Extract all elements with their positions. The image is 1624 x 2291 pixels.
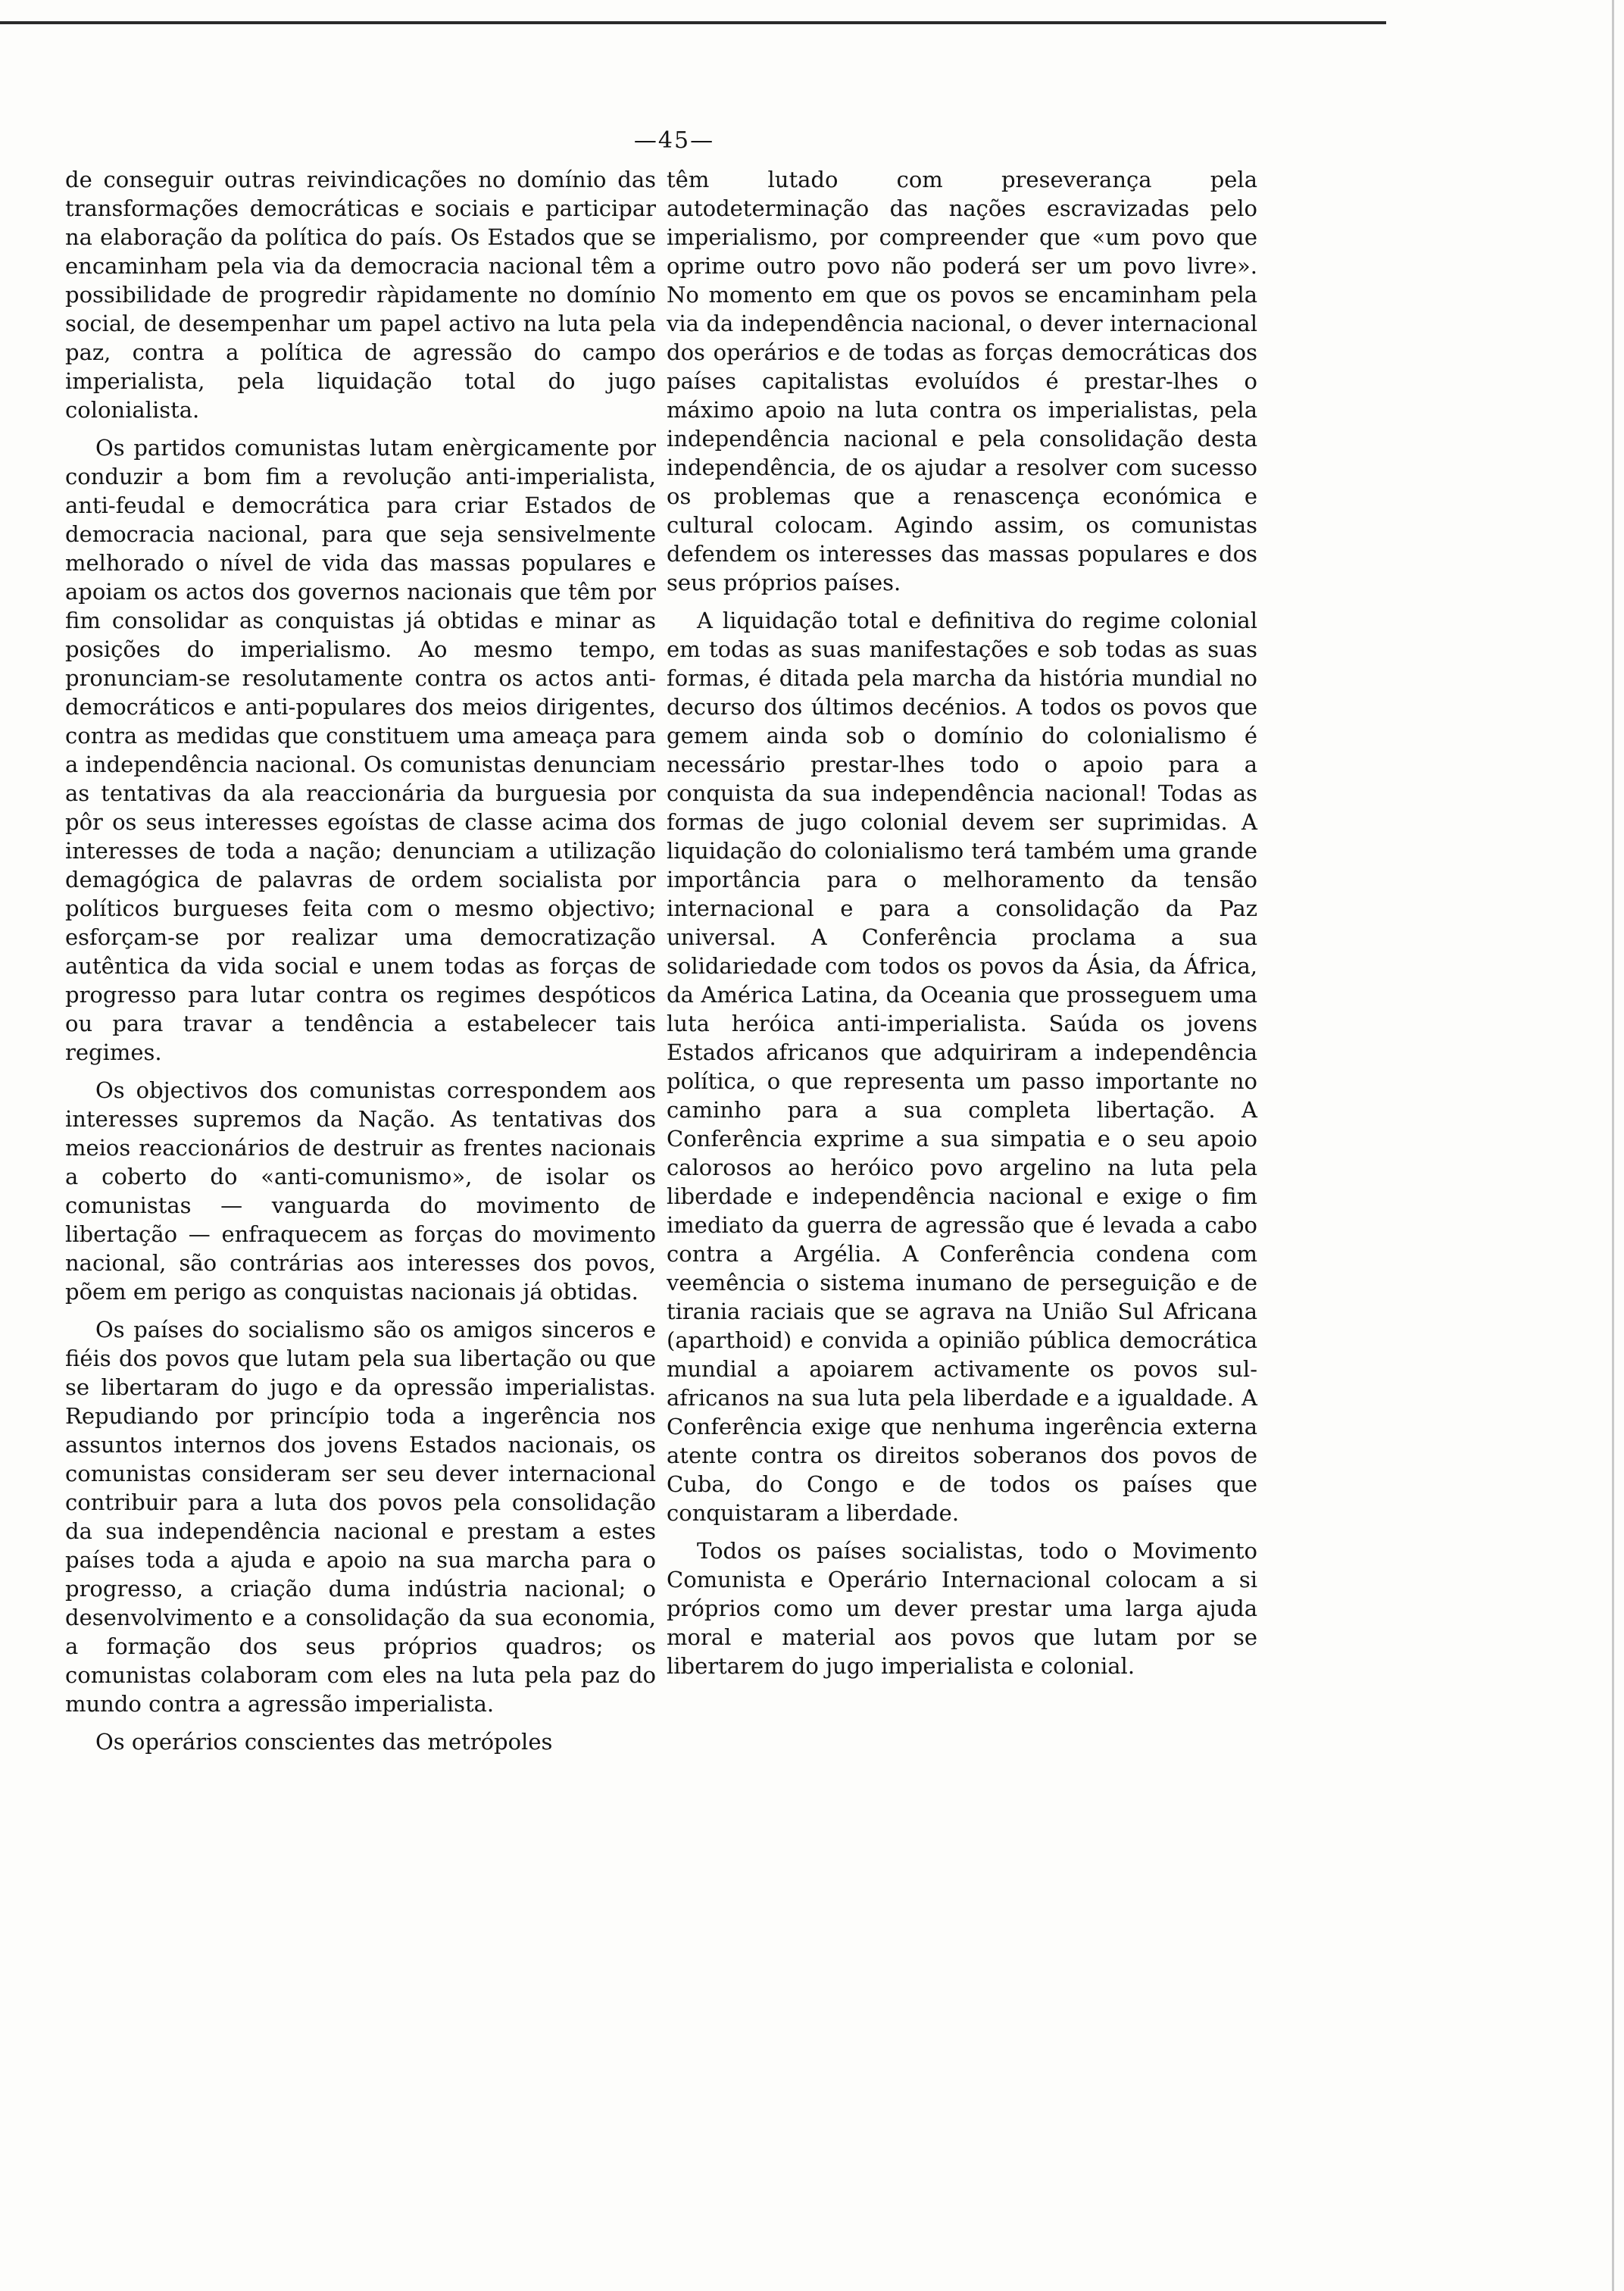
page-number: —45— <box>633 127 715 154</box>
paragraph: Todos os países socialistas, todo o Movimento Comunista e Operário Internacional colocam a si próprios como um dever prestar uma larga ajuda moral e material aos povos que lutam por se libertarem do jugo imperialista e colonial. <box>667 1538 1257 1679</box>
right-column <box>667 165 1257 1689</box>
right-edge-shadow <box>1612 0 1614 2291</box>
paragraph: Os partidos comunistas lutam enèrgicamente por conduzir a bom fim a revolução anti-imperialista, anti-feudal e democrática para criar Estados de democracia nacional, para que seja sensivelmente melhorado o nível de vida das massas populares e apoiam os actos dos governos nacionais que têm por fim consolidar as conquistas já obtidas e minar as posições do imperialismo. Ao mesmo tempo, pronunciam-se resolutamente contra os actos anti-democráticos e anti-populares dos meios dirigentes, contra as medidas que constituem uma ameaça para a independência nacional. Os comunistas denunciam as tentativas da ala reaccionária da burguesia por pôr os seus interesses egoístas de classe acima dos interesses de toda a nação; denunciam a utilização demagógica de palavras de ordem socialista por políticos burgueses feita com o mesmo objectivo; esforçam-se por realizar uma democratização autêntica da vida social e unem todas as forças de progresso para lutar contra os regimes despóticos ou para travar a tendência a estabelecer tais regimes. <box>65 435 656 1065</box>
paragraph: têm lutado com preseverança pela autodeterminação das nações escravizadas pelo imperialismo, por compreender que «um povo que oprime outro povo não poderá ser um povo livre». No momento em que os povos se encaminham pela via da independência nacional, o dever internacional dos operários e de todas as forças democráticas dos países capitalistas evoluídos é prestar-lhes o máximo apoio na luta contra os imperialistas, pela independência nacional e pela consolidação desta independência, de os ajudar a resolver com sucesso os problemas que a renascença económica e cultural colocam. Agindo assim, os comunistas defendem os interesses das massas populares e dos seus próprios países. <box>667 167 1257 595</box>
paragraph: A liquidação total e definitiva do regime colonial em todas as suas manifestações e sob todas as suas formas, é ditada pela marcha da história mundial no decurso dos últimos decénios. A todos os povos que gemem ainda sob o domínio do colonialismo é necessário prestar-lhes todo o apoio para a conquista da sua independência nacional! Todas as formas de jugo colonial devem ser suprimidas. A liquidação do colonialismo terá também uma grande importância para o melhoramento da tensão internacional e para a consolidação da Paz universal. A Conferência proclama a sua solidariedade com todos os povos da Ásia, da África, da América Latina, da Oceania que prosseguem uma luta heróica anti-imperialista. Saúda os jovens Estados africanos que adquiriram a independência política, o que representa um passo importante no caminho para a sua completa libertação. A Conferência exprime a sua simpatia e o seu apoio calorosos ao heróico povo argelino na luta pela liberdade e independência nacional e exige o fim imediato da guerra de agressão que é levada a cabo contra a Argélia. A Conferência condena com veemência o sistema inumano de perseguição e de tirania raciais que se agrava na União Sul Africana (aparthoid) e convida a opinião pública democrática mundial a apoiarem activamente os povos sul-africanos na sua luta pela liberdade e a igualdade. A Conferência exige que nenhuma ingerência externa atente contra os direitos soberanos dos povos de Cuba, do Congo e de todos os países que conquistaram a liberdade. <box>667 608 1257 1526</box>
paragraph: Os objectivos dos comunistas correspondem aos interesses supremos da Nação. As tentativas dos meios reaccionários de destruir as frentes nacionais a coberto do «anti-comunismo», de isolar os comunistas — vanguarda do movimento de libertação — enfraquecem as forças do movimento nacional, são contrárias aos interesses dos povos, põem em perigo as conquistas nacionais já obtidas. <box>65 1077 656 1305</box>
paragraph: Os operários conscientes das metrópoles <box>95 1729 553 1755</box>
left-column <box>65 165 656 1765</box>
paragraph: de conseguir outras reivindicações no domínio das transformações democráticas e sociais e participar na elaboração da política do país. Os Estados que se encaminham pela via da democracia nacional têm a possibilidade de progredir ràpidamente no domínio social, de desempenhar um papel activo na luta pela paz, contra a política de agressão do campo imperialista, pela liquidação total do jugo colonialista. <box>65 167 656 423</box>
paragraph: Os países do socialismo são os amigos sinceros e fiéis dos povos que lutam pela sua libertação ou que se libertaram do jugo e da opressão imperialistas. Repudiando por princípio toda a ingerência nos assuntos internos dos jovens Estados nacionais, os comunistas consideram ser seu dever internacional contribuir para a luta dos povos pela consolidação da sua independência nacional e prestam a estes países toda a ajuda e apoio na sua marcha para o progresso, a criação duma indústria nacional; o desenvolvimento e a consolidação da sua economia, a formação dos seus próprios quadros; os comunistas colaboram com eles na luta pela paz do mundo contra a agressão imperialista. <box>65 1317 656 1717</box>
top-edge-rule <box>0 21 1386 24</box>
